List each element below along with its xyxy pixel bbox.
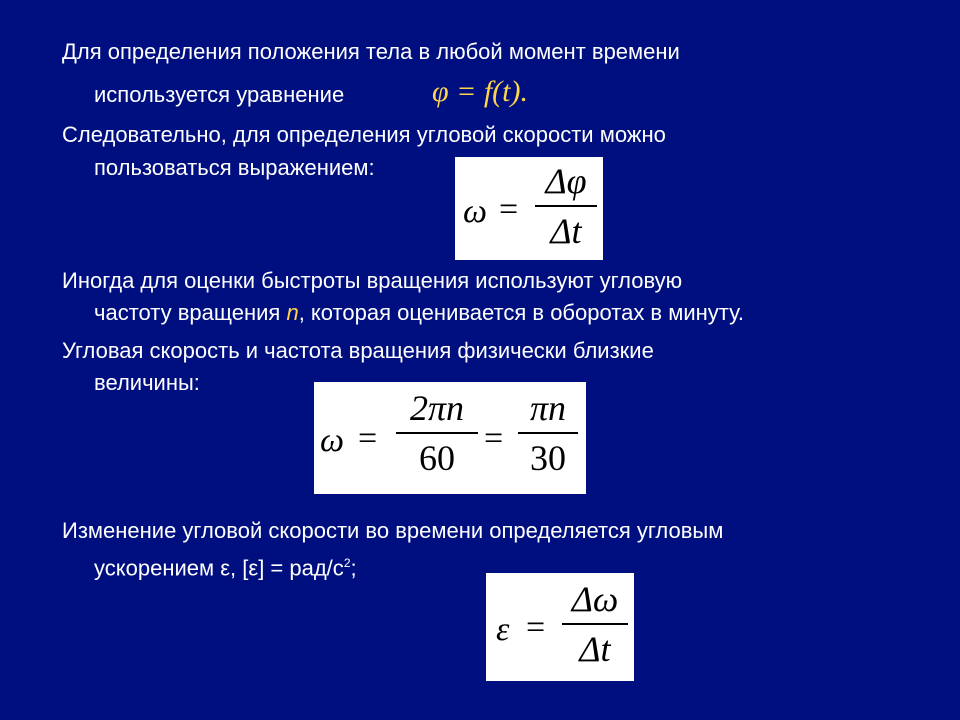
formula-3-fraction-bar <box>562 623 628 625</box>
paragraph-4-line-2: величины: <box>94 370 200 395</box>
formula-3-lhs: ε <box>496 611 510 648</box>
formula-frequency-box <box>314 382 586 494</box>
formula-2-lhs: ω <box>320 422 345 459</box>
paragraph-5-text-b: ; <box>350 555 357 581</box>
formula-1-denominator: Δt <box>550 211 582 251</box>
formula-3-numerator: Δω <box>571 579 619 619</box>
formula-1-equals: = <box>499 191 519 228</box>
formula-2-numerator-1: 2πn <box>409 388 465 428</box>
formula-1-lhs: ω <box>463 193 488 230</box>
paragraph-2-line-1: Следовательно, для определения угловой скорости можно <box>62 122 666 147</box>
paragraph-3-line-1: Иногда для оценки быстроты вращения используют угловую <box>62 268 683 293</box>
variable-n: n <box>286 300 299 325</box>
formula-2-fraction-1 <box>396 390 478 476</box>
formula-2-equals-1: = <box>358 420 378 457</box>
phi-equation: φ = f(t). <box>432 75 528 108</box>
paragraph-4-line-1: Угловая скорость и частота вращения физически близкие <box>62 338 654 363</box>
formula-1-fraction <box>535 163 597 249</box>
formula-2-equals-2: = <box>484 420 504 457</box>
paragraph-2-line-2: пользоваться выражением: <box>94 155 375 180</box>
formula-2-fraction-bar-1 <box>396 432 478 434</box>
formula-angular-acceleration-box <box>486 573 634 681</box>
formula-2-denominator-1: 60 <box>419 438 455 478</box>
paragraph-5-text-a: ускорением ε, [ε] = рад/с <box>94 555 344 581</box>
formula-1-numerator: Δφ <box>545 161 587 201</box>
formula-2-numerator-2: πn <box>529 388 567 428</box>
paragraph-1-line-1: Для определения положения тела в любой момент времени <box>62 39 680 64</box>
formula-angular-velocity-box <box>455 157 603 260</box>
paragraph-3-text-b: , которая оценивается в оборотах в минуту. <box>298 300 745 325</box>
formula-2-fraction-2 <box>518 390 578 476</box>
formula-3-denominator: Δt <box>579 629 611 669</box>
formula-1-fraction-bar <box>535 205 597 207</box>
paragraph-5-line-1: Изменение угловой скорости во времени определяется угловым <box>62 518 724 543</box>
paragraph-3-text-a: частоту вращения <box>94 300 287 325</box>
unit-exponent: 2 <box>343 556 351 570</box>
paragraph-5-line-2 <box>94 550 357 581</box>
formula-2-fraction-bar-2 <box>518 432 578 434</box>
formula-3-equals: = <box>526 609 546 646</box>
paragraph-3-line-2 <box>94 300 744 326</box>
formula-2-denominator-2: 30 <box>530 438 566 478</box>
formula-3-fraction <box>562 581 628 667</box>
paragraph-1-line-2: используется уравнение <box>94 82 345 107</box>
